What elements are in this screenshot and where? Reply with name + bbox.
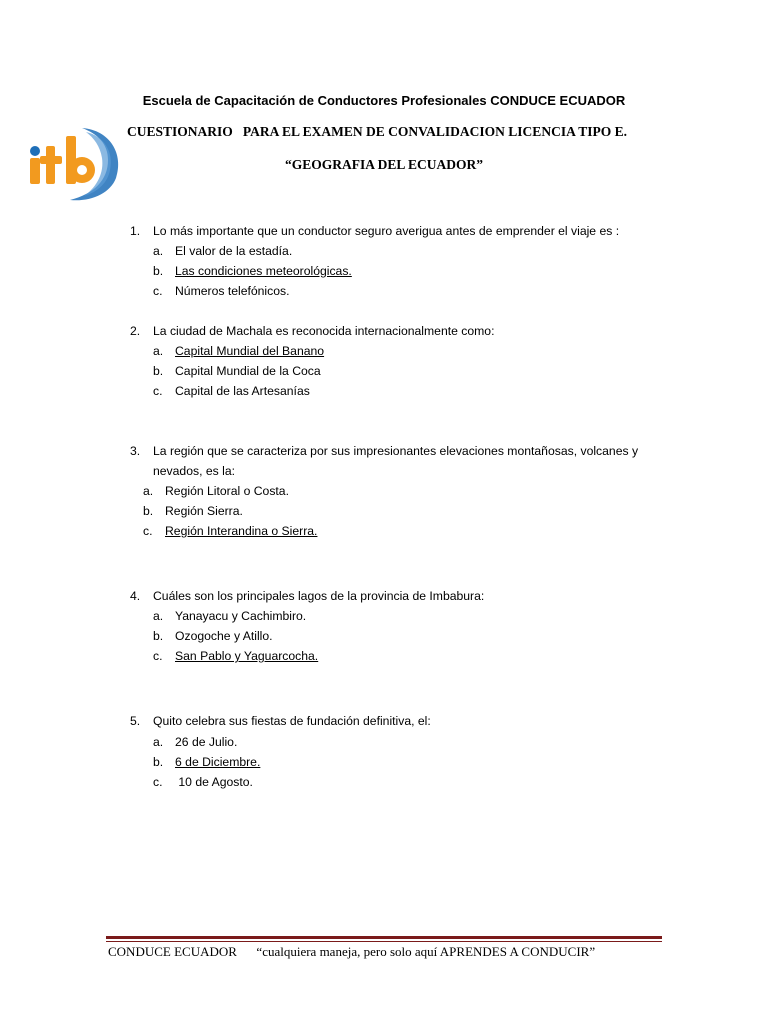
question-number: 2. [130,324,141,338]
option-text: Región Sierra. [165,504,243,518]
footer-slogan: “cualquiera maneja, pero solo aquí APRENDES A CONDUCIR” [256,944,596,959]
option-letter: a. [153,609,164,623]
footer-rule-thin [106,941,662,942]
option-letter: c. [153,284,163,298]
question-stem: La ciudad de Machala es reconocida internacionalmente como: [153,324,495,338]
option-text: Región Litoral o Costa. [165,484,289,498]
option-text: 10 de Agosto. [175,775,253,789]
option-text: El valor de la estadía. [175,244,293,258]
option-letter: b. [153,629,164,643]
option-letter: a. [143,484,154,498]
question-number: 4. [130,589,141,603]
footer-brand: CONDUCE ECUADOR [108,944,237,959]
correct-option-text: Capital Mundial del Banano [175,344,325,358]
option-letter: c. [143,524,153,538]
option-text: Números telefónicos. [175,284,290,298]
option-letter: b. [153,364,164,378]
footer [108,944,595,960]
question-stem: La región que se caracteriza por sus impresionantes elevaciones montañosas, volcanes y nevados, es la: [153,444,639,478]
question-number: 5. [130,714,141,728]
correct-option-text: Región Interandina o Sierra. [165,524,318,538]
footer-rule-thick [106,936,662,939]
question-stem: Lo más importante que un conductor seguro averigua antes de emprender el viaje es : [153,224,620,238]
question-3 [130,441,670,481]
option-text: 26 de Julio. [175,735,238,749]
option-letter: b. [143,504,154,518]
option-letter: b. [153,264,164,278]
correct-option-text: San Pablo y Yaguarcocha. [175,649,319,663]
question-stem: Cuáles son los principales lagos de la provincia de Imbabura: [153,589,485,603]
option-letter: a. [153,244,164,258]
correct-option-text: Las condiciones meteorológicas. [175,264,352,278]
option-letter: a. [153,344,164,358]
option-letter: c. [153,649,163,663]
option-text: Capital Mundial de la Coca [175,364,321,378]
question-stem: Quito celebra sus fiestas de fundación definitiva, el: [153,714,431,728]
option-text: Ozogoche y Atillo. [175,629,273,643]
option-text: Yanayacu y Cachimbiro. [175,609,307,623]
option-letter: c. [153,775,163,789]
question-number: 1. [130,224,141,238]
correct-option-text: 6 de Diciembre. [175,755,261,769]
option-letter: c. [153,384,163,398]
question-number: 3. [130,444,141,458]
option-text: Capital de las Artesanías [175,384,310,398]
option-letter: a. [153,735,164,749]
option-letter: b. [153,755,164,769]
document-subtitle: “GEOGRAFIA DEL ECUADOR” [284,157,484,172]
school-name: Escuela de Capacitación de Conductores Profesionales CONDUCE ECUADOR [142,93,626,108]
document-title: CUESTIONARIO PARA EL EXAMEN DE CONVALIDACION LICENCIA TIPO E. [127,124,627,139]
